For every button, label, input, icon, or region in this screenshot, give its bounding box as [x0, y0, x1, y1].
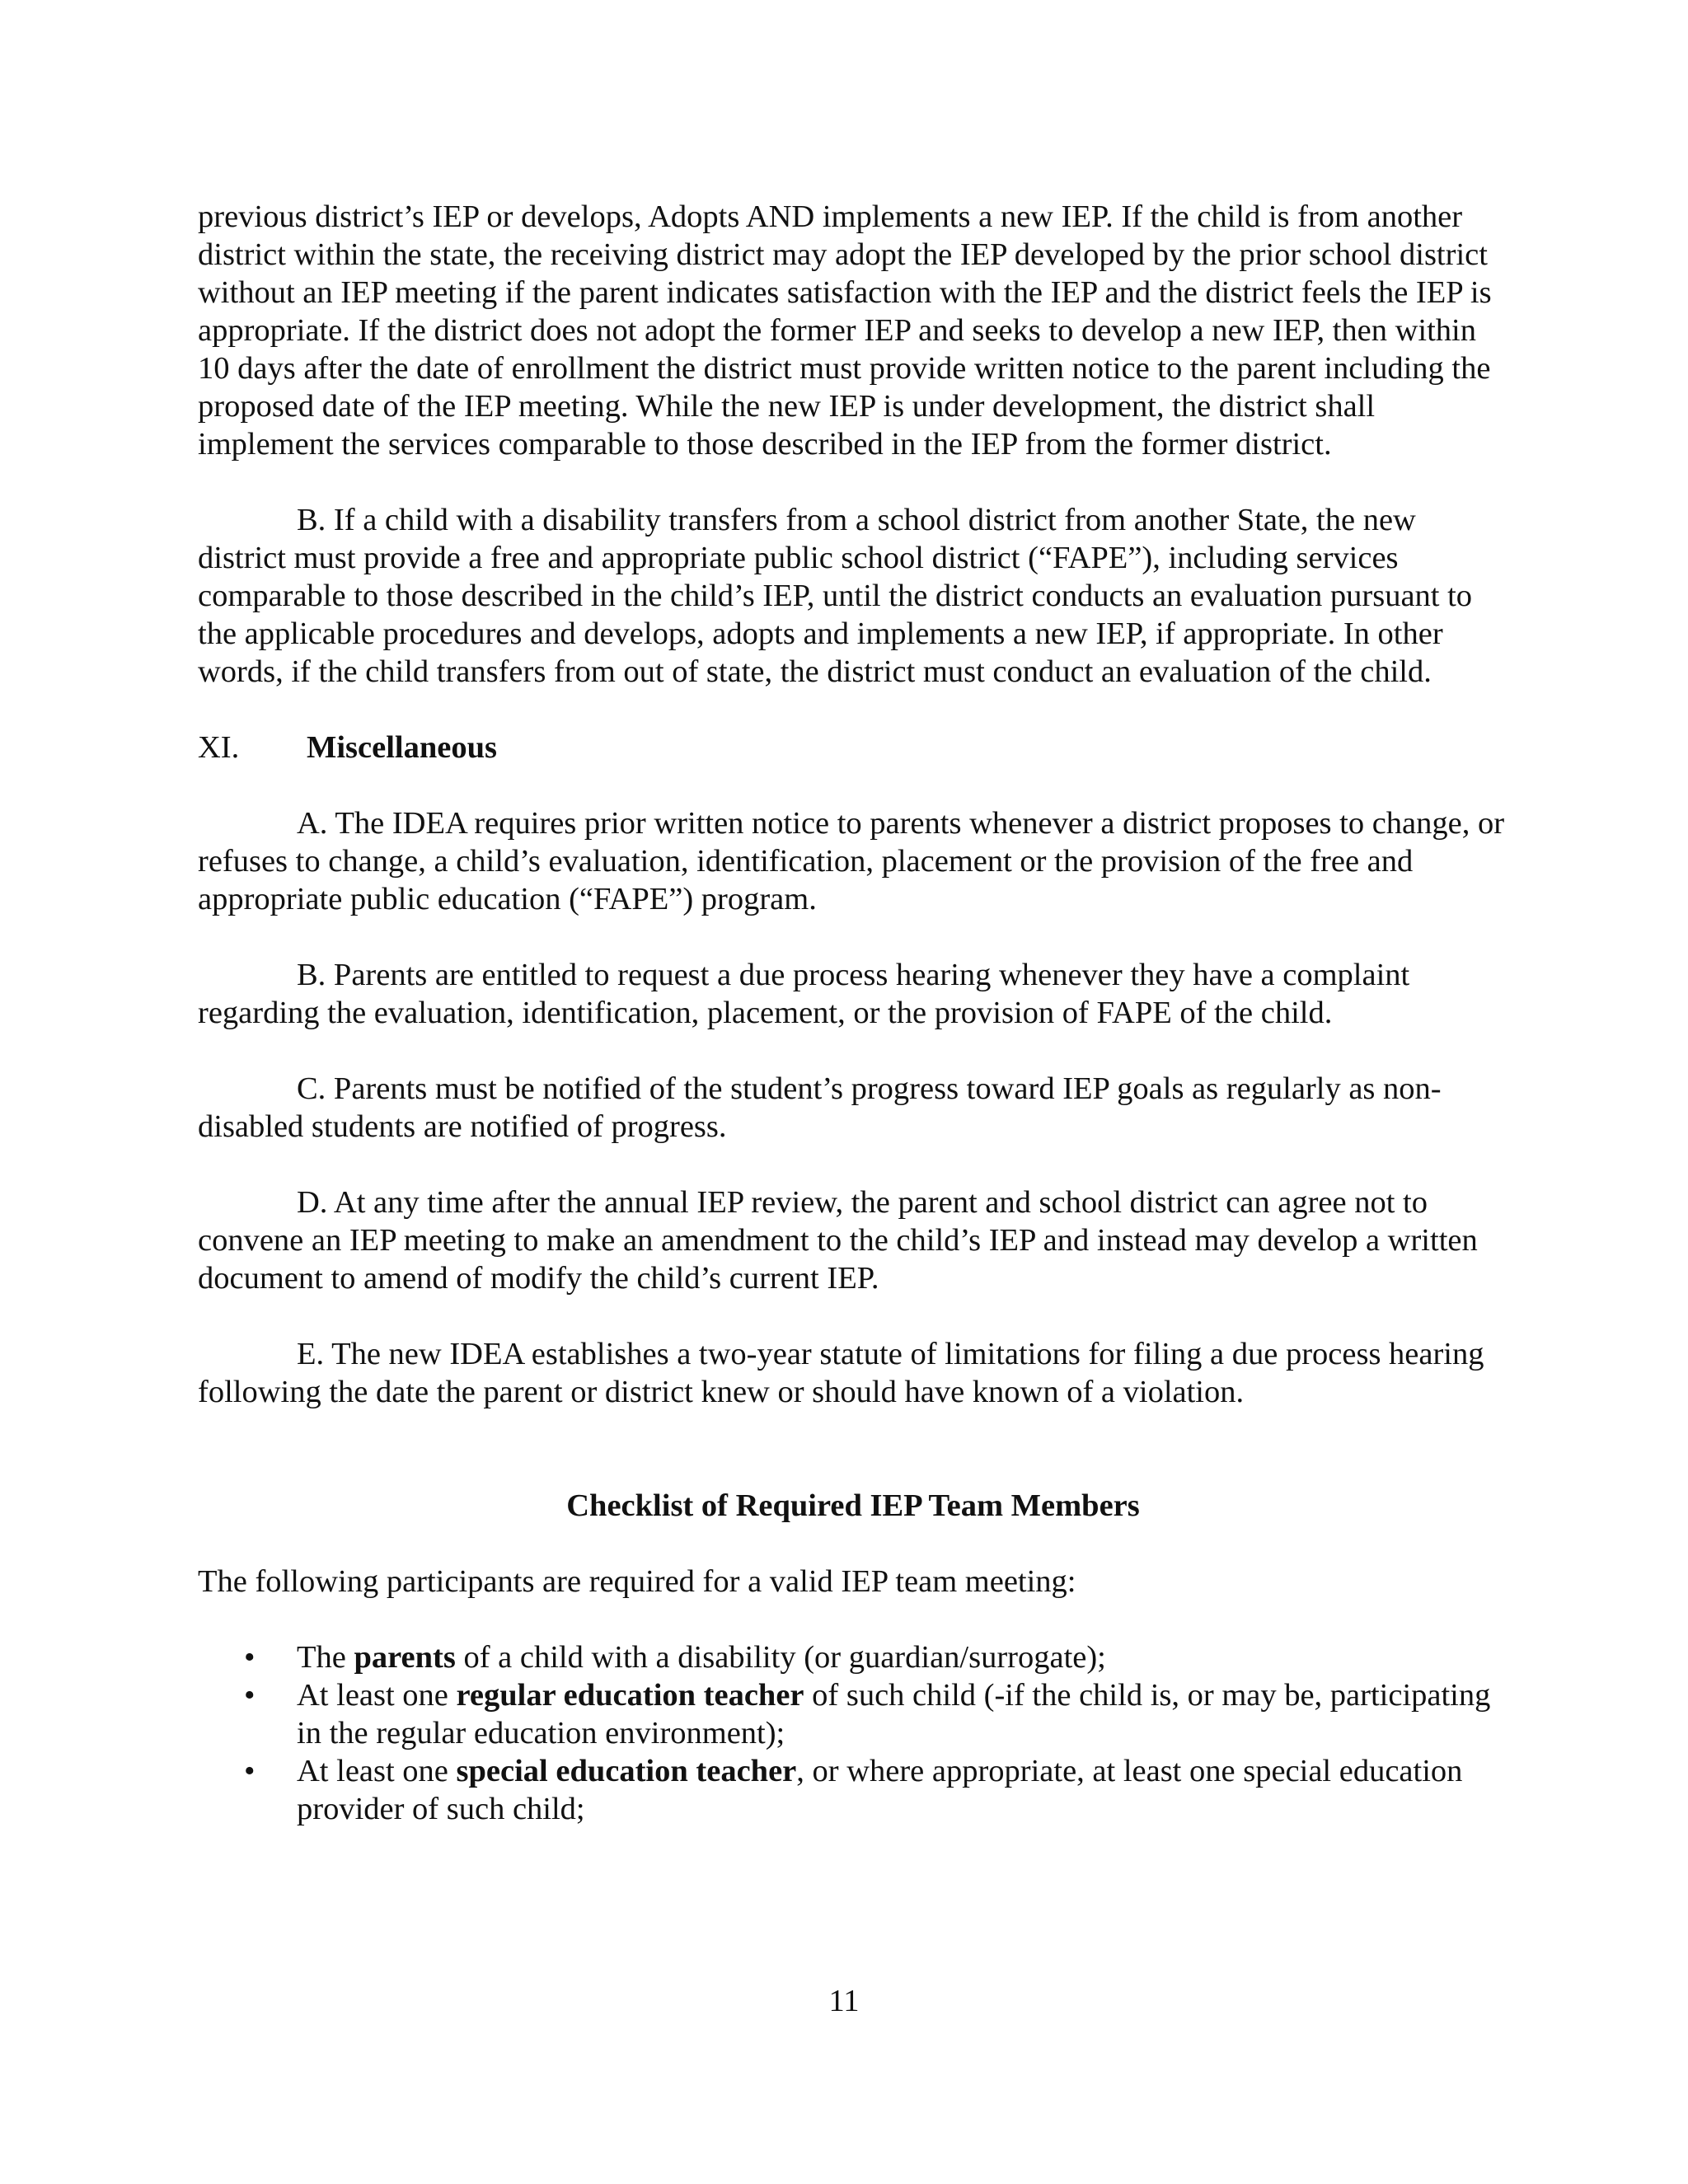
bullet-icon: • [244, 1754, 256, 1788]
paragraph-item-e: E. The new IDEA establishes a two-year statute of limitations for filing a due process hearing following the date the parent or district knew or should have known of a violation. [198, 1337, 1484, 1409]
document-page [198, 198, 1508, 1828]
list-item-text-after: , or where appropriate, at least one special education provider of such child; [297, 1754, 1463, 1826]
list-item-bold: special education teacher [456, 1754, 797, 1788]
section-number: XI. [198, 730, 240, 765]
list-item [198, 1676, 1508, 1752]
page-number: 11 [828, 1984, 860, 2018]
list-item-text-before: At least one [297, 1754, 457, 1788]
bullet-icon: • [244, 1678, 256, 1713]
paragraph-item-b: B. Parents are entitled to request a due process hearing whenever they have a complaint regarding the evaluation, identification, placement, or the provision of FAPE of the child. [198, 958, 1410, 1030]
checklist-list [198, 1638, 1508, 1828]
section-title: Miscellaneous [307, 730, 497, 765]
list-item-text-after: of a child with a disability (or guardian/surrogate); [455, 1640, 1106, 1675]
checklist-title: Checklist of Required IEP Team Members [566, 1488, 1140, 1523]
list-item-text-before: The [297, 1640, 354, 1675]
paragraph-continued: previous district’s IEP or develops, Adopts AND implements a new IEP. If the child is from another district within the state, the receiving district may adopt the IEP developed by the prior school district without an IEP meeting if the parent indicates satisfaction with the IEP and the district feels the IEP is appropriate. If the district does not adopt the former IEP and seeks to develop a new IEP, then within 10 days after the date of enrollment the district must provide written notice to the parent including the proposed date of the IEP meeting. While the new IEP is under development, the district shall implement the services comparable to those described in the IEP from the former district. [198, 199, 1492, 462]
list-item-text-after: of such child (-if the child is, or may be, participating in the regular education environment); [297, 1678, 1491, 1750]
paragraph-item-d: D. At any time after the annual IEP review, the parent and school district can agree not to convene an IEP meeting to make an amendment to the child’s IEP and instead may develop a written document to amend of modify the child’s current IEP. [198, 1185, 1478, 1296]
list-item-text-before: At least one [297, 1678, 457, 1713]
bullet-icon: • [244, 1640, 256, 1675]
list-item-bold: parents [354, 1640, 456, 1675]
section-heading [198, 729, 1508, 766]
paragraph-b-transfer: B. If a child with a disability transfers from a school district from another State, the new district must provide a free and appropriate public school district (“FAPE”), including services comparable to those described in the child’s IEP, until the district conducts an evaluation pursuant to the applicable procedures and develops, adopts and implements a new IEP, if appropriate. In other words, if the child transfers from out of state, the district must conduct an evaluation of the child. [198, 503, 1473, 689]
list-item-bold: regular education teacher [456, 1678, 804, 1713]
checklist-intro: The following participants are required for a valid IEP team meeting: [198, 1564, 1076, 1599]
list-item [198, 1638, 1508, 1676]
paragraph-item-a: A. The IDEA requires prior written notice to parents whenever a district proposes to change, or refuses to change, a child’s evaluation, identification, placement or the provision of the free and appropriate public education (“FAPE”) program. [198, 806, 1505, 916]
list-item [198, 1752, 1508, 1828]
paragraph-item-c: C. Parents must be notified of the student’s progress toward IEP goals as regularly as non-disabled students are notified of progress. [198, 1071, 1442, 1144]
